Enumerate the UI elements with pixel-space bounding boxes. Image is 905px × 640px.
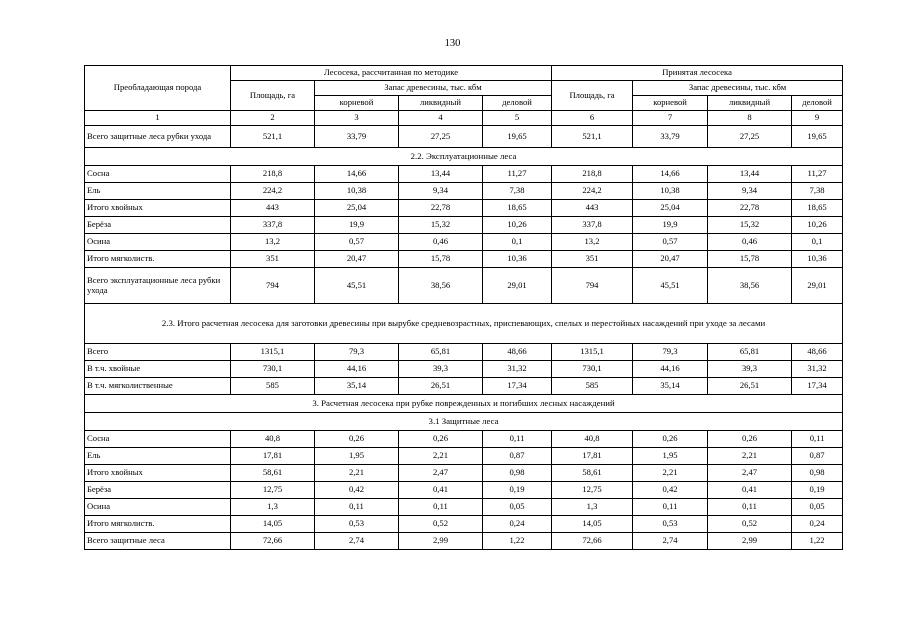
row-value: 1,22 [792,533,843,550]
row-value: 0,26 [399,431,483,448]
row-value: 7,38 [483,183,552,200]
row-species-name: Ель [85,448,231,465]
row-value: 48,66 [792,344,843,361]
row-value: 0,11 [315,499,399,516]
row-species-name: Итого мягколиств. [85,516,231,533]
forest-cutting-table [84,65,843,550]
row-value: 0,42 [633,482,708,499]
header-business: деловой [792,96,843,111]
row-value: 39,3 [708,361,792,378]
row-value: 0,57 [633,234,708,251]
table-row [85,361,843,378]
row-species-name: Всего защитные леса рубки ухода [85,126,231,148]
row-value: 12,75 [552,482,633,499]
row-value: 2,47 [399,465,483,482]
table-row [85,344,843,361]
row-value: 224,2 [552,183,633,200]
header-row-groups [85,66,843,81]
row-value: 17,81 [231,448,315,465]
row-value: 2,74 [633,533,708,550]
row-value: 44,16 [315,361,399,378]
row-value: 351 [231,251,315,268]
row-value: 72,66 [552,533,633,550]
row-value: 48,66 [483,344,552,361]
row-value: 0,98 [483,465,552,482]
row-species-name: Всего [85,344,231,361]
header-liquid: ликвидный [708,96,792,111]
row-value: 0,19 [792,482,843,499]
row-value: 35,14 [315,378,399,395]
table-row [85,516,843,533]
table-row [85,251,843,268]
row-value: 7,38 [792,183,843,200]
row-value: 2,21 [315,465,399,482]
row-species-name: Итого хвойных [85,200,231,217]
row-value: 79,3 [315,344,399,361]
col-number: 8 [708,111,792,126]
row-value: 40,8 [231,431,315,448]
row-value: 0,42 [315,482,399,499]
row-value: 0,1 [483,234,552,251]
row-value: 33,79 [633,126,708,148]
row-species-name: Итого мягколиств. [85,251,231,268]
row-value: 2,21 [633,465,708,482]
header-stock-accepted: Запас древесины, тыс. кбм [633,81,843,96]
row-value: 65,81 [708,344,792,361]
row-species-name: Всего защитные леса [85,533,231,550]
row-value: 2,21 [399,448,483,465]
col-number: 2 [231,111,315,126]
row-value: 45,51 [633,268,708,304]
row-value: 1,95 [315,448,399,465]
row-value: 11,27 [483,166,552,183]
row-value: 0,11 [399,499,483,516]
row-value: 0,11 [792,431,843,448]
row-value: 0,24 [792,516,843,533]
row-value: 31,32 [792,361,843,378]
row-value: 337,8 [231,217,315,234]
row-value: 0,41 [708,482,792,499]
row-value: 11,27 [792,166,843,183]
section-title: 3.1 Защитные леса [85,413,843,431]
page-number: 130 [444,38,461,49]
row-value: 218,8 [552,166,633,183]
row-value: 2,99 [399,533,483,550]
header-area-accepted: Площадь, га [552,81,633,111]
row-value: 0,11 [483,431,552,448]
row-value: 0,46 [399,234,483,251]
table-row [85,234,843,251]
row-value: 351 [552,251,633,268]
row-value: 20,47 [633,251,708,268]
row-value: 18,65 [483,200,552,217]
table-row [85,200,843,217]
row-value: 9,34 [708,183,792,200]
row-value: 218,8 [231,166,315,183]
row-value: 13,2 [231,234,315,251]
row-value: 19,65 [792,126,843,148]
row-value: 45,51 [315,268,399,304]
row-value: 0,1 [792,234,843,251]
row-value: 585 [231,378,315,395]
row-value: 13,44 [708,166,792,183]
row-value: 14,05 [231,516,315,533]
row-value: 10,36 [792,251,843,268]
header-stock-calculated: Запас древесины, тыс. кбм [315,81,552,96]
row-value: 730,1 [552,361,633,378]
row-value: 1,3 [552,499,633,516]
row-value: 39,3 [399,361,483,378]
section-heading-row [85,304,843,344]
col-number: 1 [85,111,231,126]
row-value: 12,75 [231,482,315,499]
row-value: 14,66 [315,166,399,183]
row-value: 0,19 [483,482,552,499]
row-value: 25,04 [315,200,399,217]
row-value: 443 [231,200,315,217]
row-value: 0,26 [633,431,708,448]
row-value: 10,38 [633,183,708,200]
row-value: 224,2 [231,183,315,200]
section-heading-row [85,148,843,166]
row-value: 18,65 [792,200,843,217]
row-value: 33,79 [315,126,399,148]
section-title: 2.2. Эксплуатационные леса [85,148,843,166]
row-value: 38,56 [399,268,483,304]
row-species-name: Сосна [85,166,231,183]
row-value: 443 [552,200,633,217]
row-value: 25,04 [633,200,708,217]
table-row [85,217,843,234]
row-species-name: Сосна [85,431,231,448]
row-value: 15,78 [399,251,483,268]
row-value: 585 [552,378,633,395]
row-value: 17,34 [792,378,843,395]
row-value: 10,26 [483,217,552,234]
row-value: 40,8 [552,431,633,448]
section-heading-row [85,395,843,413]
table-row [85,533,843,550]
row-value: 0,57 [315,234,399,251]
row-value: 22,78 [399,200,483,217]
row-value: 0,41 [399,482,483,499]
header-species: Преобладающая порода [85,66,231,111]
row-value: 10,38 [315,183,399,200]
row-value: 0,52 [399,516,483,533]
row-value: 521,1 [552,126,633,148]
row-value: 0,87 [483,448,552,465]
row-value: 17,34 [483,378,552,395]
table-row [85,465,843,482]
row-value: 1,95 [633,448,708,465]
col-number: 7 [633,111,708,126]
row-species-name: Осина [85,499,231,516]
table-row [85,378,843,395]
table-row [85,499,843,516]
col-number: 4 [399,111,483,126]
row-value: 35,14 [633,378,708,395]
row-species-name: Осина [85,234,231,251]
row-value: 19,9 [315,217,399,234]
row-value: 0,26 [708,431,792,448]
row-value: 26,51 [399,378,483,395]
header-group-accepted: Принятая лесосека [552,66,843,81]
row-value: 20,47 [315,251,399,268]
row-value: 0,87 [792,448,843,465]
header-area-calculated: Площадь, га [231,81,315,111]
row-value: 2,74 [315,533,399,550]
row-value: 27,25 [399,126,483,148]
table-row [85,126,843,148]
row-value: 58,61 [552,465,633,482]
header-liquid: ликвидный [399,96,483,111]
row-value: 521,1 [231,126,315,148]
row-value: 27,25 [708,126,792,148]
row-value: 10,26 [792,217,843,234]
row-value: 1315,1 [231,344,315,361]
row-value: 38,56 [708,268,792,304]
row-value: 14,66 [633,166,708,183]
row-value: 72,66 [231,533,315,550]
row-value: 0,53 [315,516,399,533]
col-number: 3 [315,111,399,126]
row-species-name: В т.ч. хвойные [85,361,231,378]
row-value: 19,9 [633,217,708,234]
row-value: 26,51 [708,378,792,395]
header-root: корневой [633,96,708,111]
col-number: 6 [552,111,633,126]
row-value: 0,53 [633,516,708,533]
row-value: 2,99 [708,533,792,550]
section-title: 2.3. Итого расчетная лесосека для заготовки древесины при вырубке средневозрастных, приспевающих, спелых и перестойных насаждений при уходе за лесами [85,304,843,344]
row-value: 0,52 [708,516,792,533]
row-value: 730,1 [231,361,315,378]
section-heading-row [85,413,843,431]
row-species-name: В т.ч. мягколиственные [85,378,231,395]
row-species-name: Берёза [85,482,231,499]
table-row [85,268,843,304]
row-value: 29,01 [792,268,843,304]
header-root: корневой [315,96,399,111]
row-value: 44,16 [633,361,708,378]
row-value: 22,78 [708,200,792,217]
row-value: 58,61 [231,465,315,482]
row-value: 15,32 [399,217,483,234]
row-value: 0,46 [708,234,792,251]
header-row-numbers [85,111,843,126]
row-value: 0,24 [483,516,552,533]
header-group-calculated: Лесосека, рассчитанная по методике [231,66,552,81]
col-number: 9 [792,111,843,126]
row-value: 19,65 [483,126,552,148]
row-value: 31,32 [483,361,552,378]
row-value: 0,05 [483,499,552,516]
row-value: 2,47 [708,465,792,482]
table-row [85,183,843,200]
row-value: 0,98 [792,465,843,482]
row-value: 15,78 [708,251,792,268]
row-value: 1,3 [231,499,315,516]
row-value: 15,32 [708,217,792,234]
row-value: 79,3 [633,344,708,361]
row-value: 0,11 [708,499,792,516]
section-title: 3. Расчетная лесосека при рубке поврежденных и погибших лесных насаждений [85,395,843,413]
row-species-name: Берёза [85,217,231,234]
row-value: 13,2 [552,234,633,251]
row-species-name: Итого хвойных [85,465,231,482]
row-value: 0,11 [633,499,708,516]
header-business: деловой [483,96,552,111]
row-value: 0,05 [792,499,843,516]
row-value: 10,36 [483,251,552,268]
col-number: 5 [483,111,552,126]
table-row [85,166,843,183]
table-row [85,482,843,499]
row-value: 13,44 [399,166,483,183]
row-value: 29,01 [483,268,552,304]
table-row [85,448,843,465]
row-value: 794 [231,268,315,304]
row-value: 17,81 [552,448,633,465]
row-value: 0,26 [315,431,399,448]
table-row [85,431,843,448]
row-value: 65,81 [399,344,483,361]
row-value: 337,8 [552,217,633,234]
row-species-name: Ель [85,183,231,200]
row-value: 1,22 [483,533,552,550]
row-value: 2,21 [708,448,792,465]
row-value: 1315,1 [552,344,633,361]
row-value: 9,34 [399,183,483,200]
row-value: 14,05 [552,516,633,533]
row-value: 794 [552,268,633,304]
row-species-name: Всего эксплуатационные леса рубки ухода [85,268,231,304]
